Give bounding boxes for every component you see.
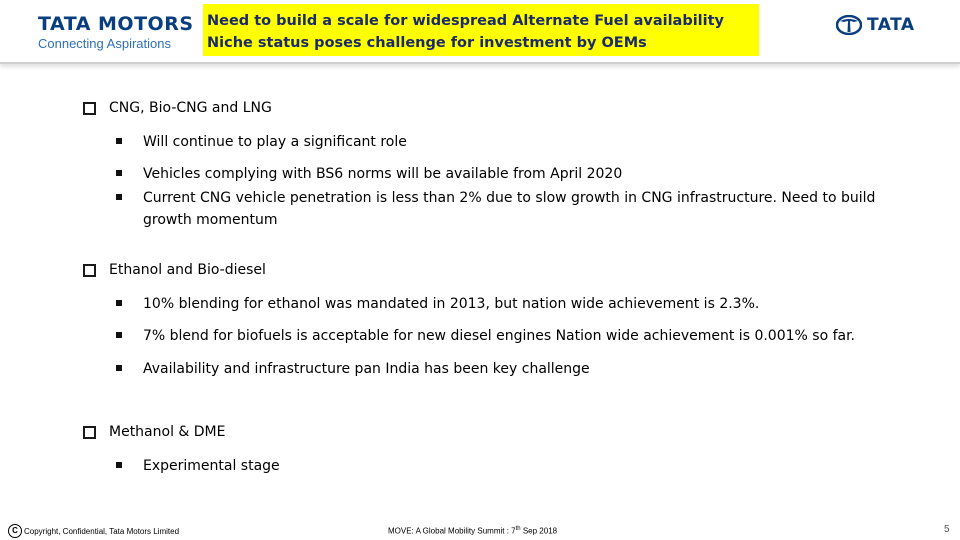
summit-text: MOVE: A Global Mobility Summit : 7 — [388, 526, 516, 536]
copyright-notice — [8, 524, 179, 538]
section-heading-text: CNG, Bio-CNG and LNG — [109, 100, 272, 116]
list-item — [116, 455, 916, 477]
square-bullet-icon — [116, 300, 122, 306]
checkbox-bullet-icon — [83, 264, 96, 277]
list-item-text: Experimental stage — [143, 458, 280, 474]
page-number: 5 — [944, 524, 950, 535]
list-item — [116, 358, 916, 380]
slide-title-line-2: Niche status poses challenge for investment by OEMs — [207, 35, 647, 51]
slide-title-line-1: Need to build a scale for widespread Alternate Fuel availability — [207, 13, 725, 29]
tata-wordmark: TATA — [867, 15, 915, 35]
list-item-text: 7% blend for biofuels is acceptable for new diesel engines Nation wide achievement is 0.001% so far. — [143, 328, 856, 344]
list-item-text: Vehicles complying with BS6 norms will be available from April 2020 — [143, 166, 623, 182]
checkbox-bullet-icon — [83, 426, 96, 439]
square-bullet-icon — [116, 194, 122, 200]
list-item-text: Current CNG vehicle penetration is less than 2% due to slow growth in CNG infrastructure. Need to build growth momentum — [143, 190, 876, 228]
square-bullet-icon — [116, 462, 122, 468]
square-bullet-icon — [116, 138, 122, 144]
section-heading-text: Ethanol and Bio-diesel — [109, 262, 266, 278]
list-item-text: 10% blending for ethanol was mandated in 2013, but nation wide achievement is 2.3%. — [143, 296, 760, 312]
square-bullet-icon — [116, 170, 122, 176]
list-item-text: Availability and infrastructure pan India has been key challenge — [143, 361, 590, 377]
section-heading — [83, 100, 272, 116]
list-item — [116, 131, 916, 153]
summit-caption — [388, 526, 557, 536]
list-item — [116, 325, 916, 347]
checkbox-bullet-icon — [83, 102, 96, 115]
list-item — [116, 163, 916, 185]
section-heading — [83, 262, 266, 278]
section-heading — [83, 424, 225, 440]
summit-date-tail: Sep 2018 — [520, 526, 558, 536]
footer — [0, 520, 960, 540]
section-heading-text: Methanol & DME — [109, 424, 226, 440]
brand-tagline: Connecting Aspirations — [38, 36, 171, 51]
list-item-text: Will continue to play a significant role — [143, 134, 407, 150]
brand-name: TATA MOTORS — [38, 13, 194, 35]
copyright-icon: C — [8, 524, 22, 538]
list-item — [116, 187, 916, 231]
summit-date-suffix: th — [515, 526, 521, 532]
square-bullet-icon — [116, 332, 122, 338]
list-item — [116, 293, 916, 315]
copyright-text: Copyright, Confidential, Tata Motors Limited — [24, 526, 180, 536]
square-bullet-icon — [116, 365, 122, 371]
